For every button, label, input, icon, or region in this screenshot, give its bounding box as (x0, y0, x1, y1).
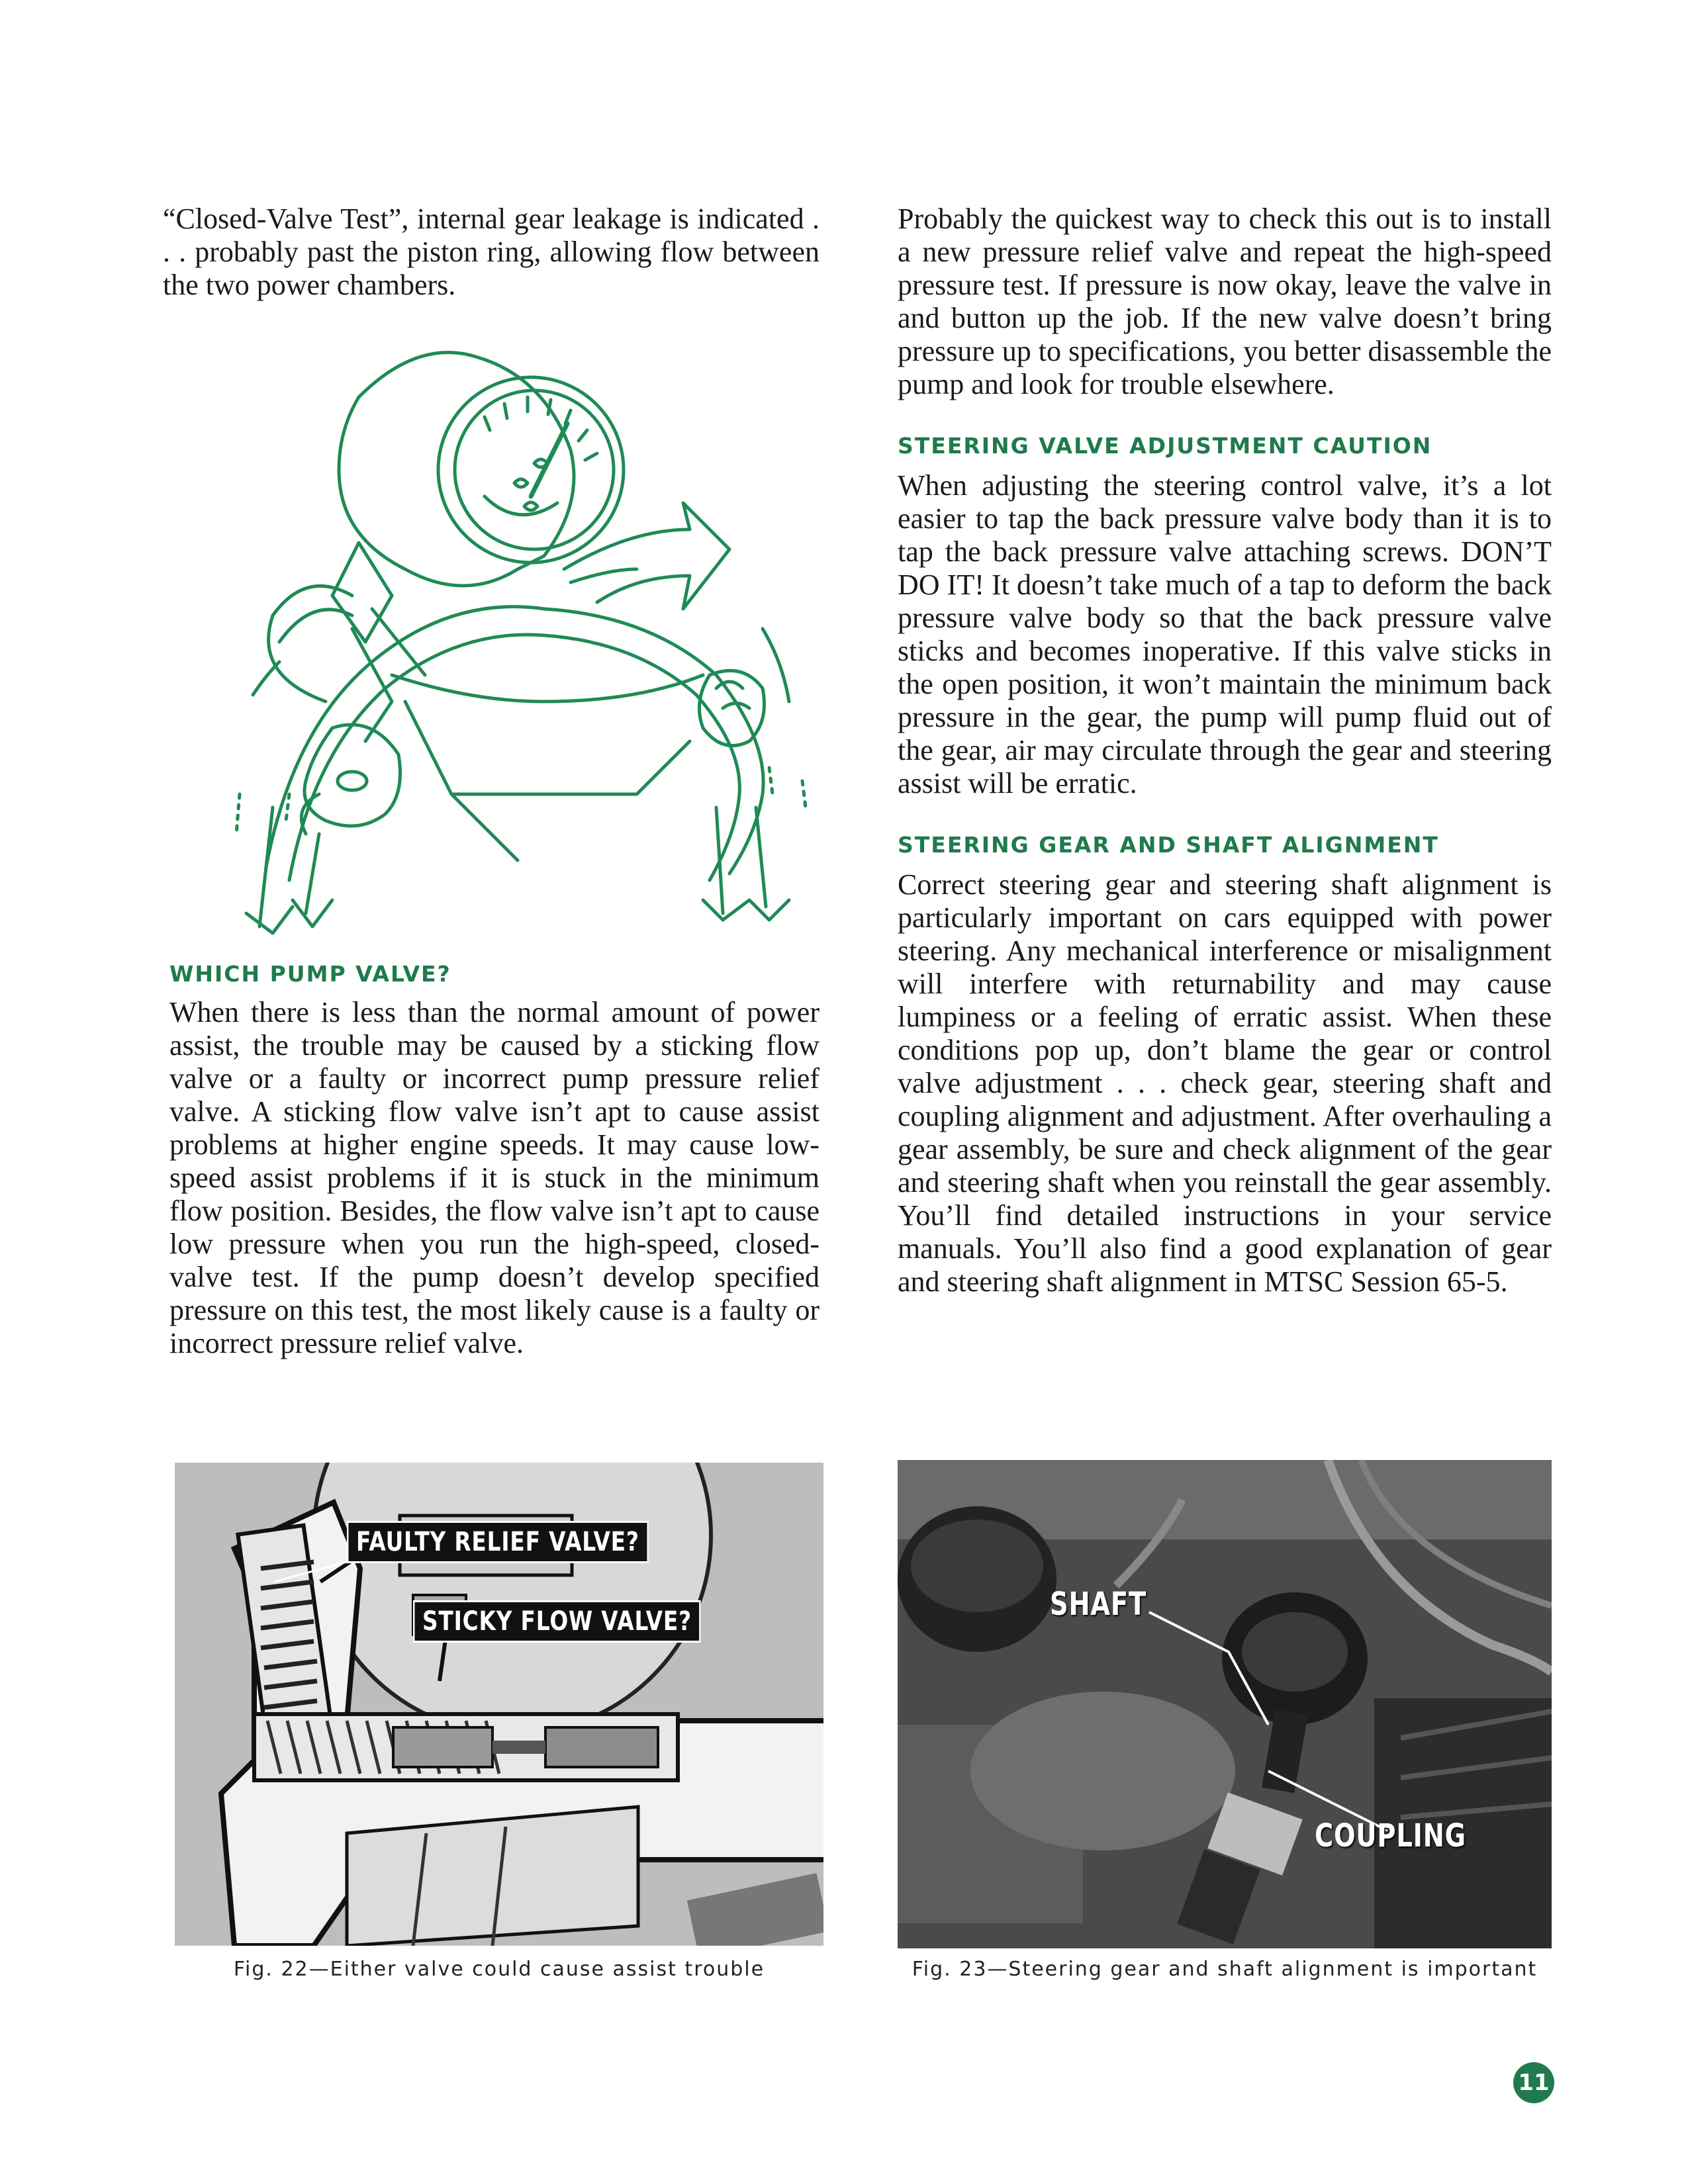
fig22-caption: Fig. 22—Either valve could cause assist trouble (233, 1958, 765, 1981)
fig22-pump-cutaway-image (175, 1463, 823, 1946)
fig23-caption: Fig. 23—Steering gear and shaft alignment is important (912, 1958, 1538, 1981)
label-sticky-flow-valve: STICKY FLOW VALVE? (413, 1600, 701, 1643)
engine-bay-photo-drawing (898, 1460, 1552, 1948)
pump-valve-paragraph: When there is less than the normal amount of power assist, the trouble may be caused by a sticking flow valve or a faulty or incorrect pump pressure relief valve. A sticking flow valve isn’t apt to cause assist problems at higher engine speeds. It may cause low-speed assist problems if it is stuck in the minimum flow position. Besides, the flow valve isn’t apt to cause low pressure when you run the high-speed, closed-valve test. If the pump doesn’t develop specified pressure on this test, the most likely cause is a faulty or incorrect pressure relief valve. (169, 996, 820, 1359)
right-column (898, 203, 1552, 1298)
label-faulty-relief-valve: FAULTY RELIEF VALVE? (347, 1521, 649, 1563)
page-number-badge: 11 (1513, 2062, 1554, 2103)
pressure-gauge-drawing (173, 331, 822, 940)
heading-gear-shaft-alignment: STEERING GEAR AND SHAFT ALIGNMENT (898, 832, 1439, 858)
alignment-paragraph: Correct steering gear and steering shaft alignment is particularly important on cars equipped with power steering. Any mechanical interference or misalignment will interfere with returnability and may cause lumpiness or a feeling of erratic assist. When these conditions pop up, don’t blame the gear or control valve adjustment . . . check gear, steering shaft and coupling alignment and adjustment. After overhauling a gear assembly, be sure and check alignment of the gear and steering shaft when you reinstall the gear assembly. You’ll find detailed instructions in your service manuals. You’ll also find a good explanation of gear and steering shaft alignment in MTSC Session 65-5. (898, 868, 1552, 1298)
caution-paragraph: When adjusting the steering control valve, it’s a lot easier to tap the back pressure valve body than it is to tap the back pressure valve attaching screws. DON’T DO IT! It doesn’t take much of a tap to deform the back pressure valve body so that the back pressure valve sticks and becomes inoperative. If this valve sticks in the open position, it won’t maintain the minimum back pressure in the gear, the pump will pump fluid out of the gear, air may circulate through the gear and steering assist will be erratic. (898, 469, 1552, 799)
left-column-lower (169, 961, 820, 1360)
left-intro-paragraph: “Closed-Valve Test”, internal gear leakage is indicated . . . probably past the piston ring, allowing flow between the two power chambers. (163, 203, 820, 301)
fig23-engine-photo (898, 1460, 1552, 1948)
label-coupling: COUPLING (1315, 1817, 1466, 1854)
left-column (163, 203, 820, 302)
heading-which-pump-valve: WHICH PUMP VALVE? (169, 961, 451, 987)
label-shaft: SHAFT (1050, 1586, 1147, 1623)
gauge-cartoon-illustration (173, 331, 822, 940)
heading-steering-valve-caution: STEERING VALVE ADJUSTMENT CAUTION (898, 433, 1432, 459)
right-intro-paragraph: Probably the quickest way to check this out is to install a new pressure relief valve and repeat the high-speed pressure test. If pressure is now okay, leave the valve in and button up the job. If the new valve doesn’t bring pressure up to specifications, you better disassemble the pump and look for trouble elsewhere. (898, 203, 1552, 400)
